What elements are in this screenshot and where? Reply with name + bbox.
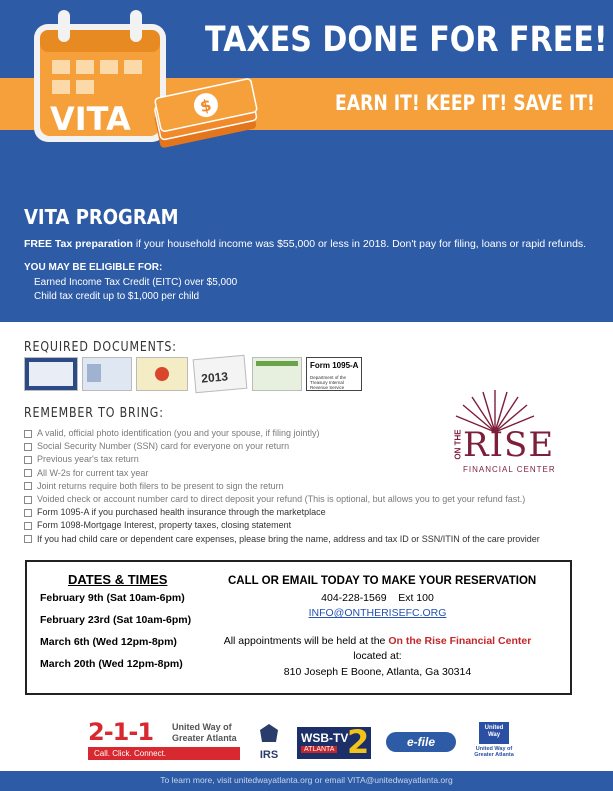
checkbox-icon — [24, 522, 32, 530]
irs-logo: IRS — [255, 722, 283, 762]
call-to-action: CALL OR EMAIL TODAY TO MAKE YOUR RESERVATION — [228, 575, 537, 587]
svg-text:$: $ — [198, 95, 214, 117]
eligible-item: Earned Income Tax Credit (EITC) over $5,000 — [34, 277, 238, 288]
wsb-tv-logo: WSB-TV ATLANTA 2 — [297, 727, 371, 759]
list-item: Voided check or account number card to direct deposit your refund (This is optional, but allows you to get your refund fast.) — [24, 493, 540, 506]
w2-form-image: 2013 — [193, 355, 248, 393]
phone-ext: Ext 100 — [398, 592, 434, 604]
checkbox-icon — [24, 456, 32, 464]
form-1095a-image: Form 1095-A Department of the Treasury Internal Revenue Service — [306, 357, 362, 391]
email-link[interactable]: INFO@ONTHERISEFC.ORG — [308, 607, 447, 619]
list-item: Form 1098-Mortgage Interest, property taxes, closing statement — [24, 519, 540, 532]
social-security-card-image — [24, 357, 78, 391]
itin-letter-image — [252, 357, 302, 391]
united-way-logo: United Way United Way of Greater Atlanta — [470, 722, 518, 764]
eligible-item: Child tax credit up to $1,000 per child — [34, 291, 200, 302]
tax-return-image — [136, 357, 188, 391]
date-item: February 9th (Sat 10am-6pm) — [40, 592, 185, 604]
id-card-image — [82, 357, 132, 391]
united-way-211-logo: 2-1-1 United Way of Greater Atlanta Call. Click. Connect. — [88, 718, 240, 763]
checkbox-icon — [24, 496, 32, 504]
list-item: Previous year's tax return — [24, 453, 540, 466]
list-item: Form 1095-A if you purchased health insurance through the marketplace — [24, 506, 540, 519]
list-item: If you had child care or dependent care expenses, please bring the name, address and tax ID or SSN/ITIN of the care provider — [24, 533, 540, 546]
checkbox-icon — [24, 535, 32, 543]
email-line — [200, 607, 555, 619]
program-intro: FREE Tax preparation if your household income was $55,000 or less in 2018. Don't pay for filing, loans or rapid refunds. — [24, 238, 587, 250]
phone-number: 404-228-1569 — [321, 592, 387, 604]
list-item: All W-2s for current tax year — [24, 467, 540, 480]
headline: TAXES DONE FOR FREE! — [205, 20, 608, 60]
checkbox-icon — [24, 443, 32, 451]
rise-logo-subtitle: FINANCIAL CENTER — [463, 465, 556, 474]
checkbox-icon — [24, 482, 32, 490]
list-item: Social Security Number (SSN) card for everyone on your return — [24, 440, 540, 453]
appointment-location: All appointments will be held at the On the Rise Financial Center — [223, 635, 532, 647]
list-item: Joint returns require both filers to be present to sign the return — [24, 480, 540, 493]
rise-logo-on-the: ON THE — [453, 429, 463, 460]
address: 810 Joseph E Boone, Atlanta, Ga 30314 — [283, 666, 472, 678]
date-item: March 20th (Wed 12pm-8pm) — [40, 658, 183, 670]
vita-logo-text: VITA — [50, 100, 131, 138]
eligible-heading: YOU MAY BE ELIGIBLE FOR: — [24, 262, 163, 273]
list-item: A valid, official photo identification (you and your spouse, if filing jointly) — [24, 427, 540, 440]
bring-heading: REMEMBER TO BRING: — [24, 406, 164, 421]
documents-heading: REQUIRED DOCUMENTS: — [24, 340, 177, 355]
date-item: March 6th (Wed 12pm-8pm) — [40, 636, 177, 648]
checkbox-icon — [24, 469, 32, 477]
irs-efile-logo: e-file — [386, 732, 456, 752]
phone-line — [200, 592, 555, 604]
dates-heading: DATES & TIMES — [68, 572, 168, 587]
rise-logo-word: RISE — [463, 425, 555, 465]
located-at: located at: — [353, 650, 402, 662]
slogan: EARN IT! KEEP IT! SAVE IT! — [335, 91, 595, 115]
date-item: February 23rd (Sat 10am-6pm) — [40, 614, 192, 626]
money-icon — [148, 70, 266, 150]
program-title: VITA PROGRAM — [24, 205, 179, 229]
footer-text: To learn more, visit unitedwayatlanta.org or email VITA@unitedwayatlanta.org — [160, 775, 453, 785]
checkbox-icon — [24, 430, 32, 438]
checkbox-icon — [24, 509, 32, 517]
eagle-icon — [256, 722, 282, 744]
